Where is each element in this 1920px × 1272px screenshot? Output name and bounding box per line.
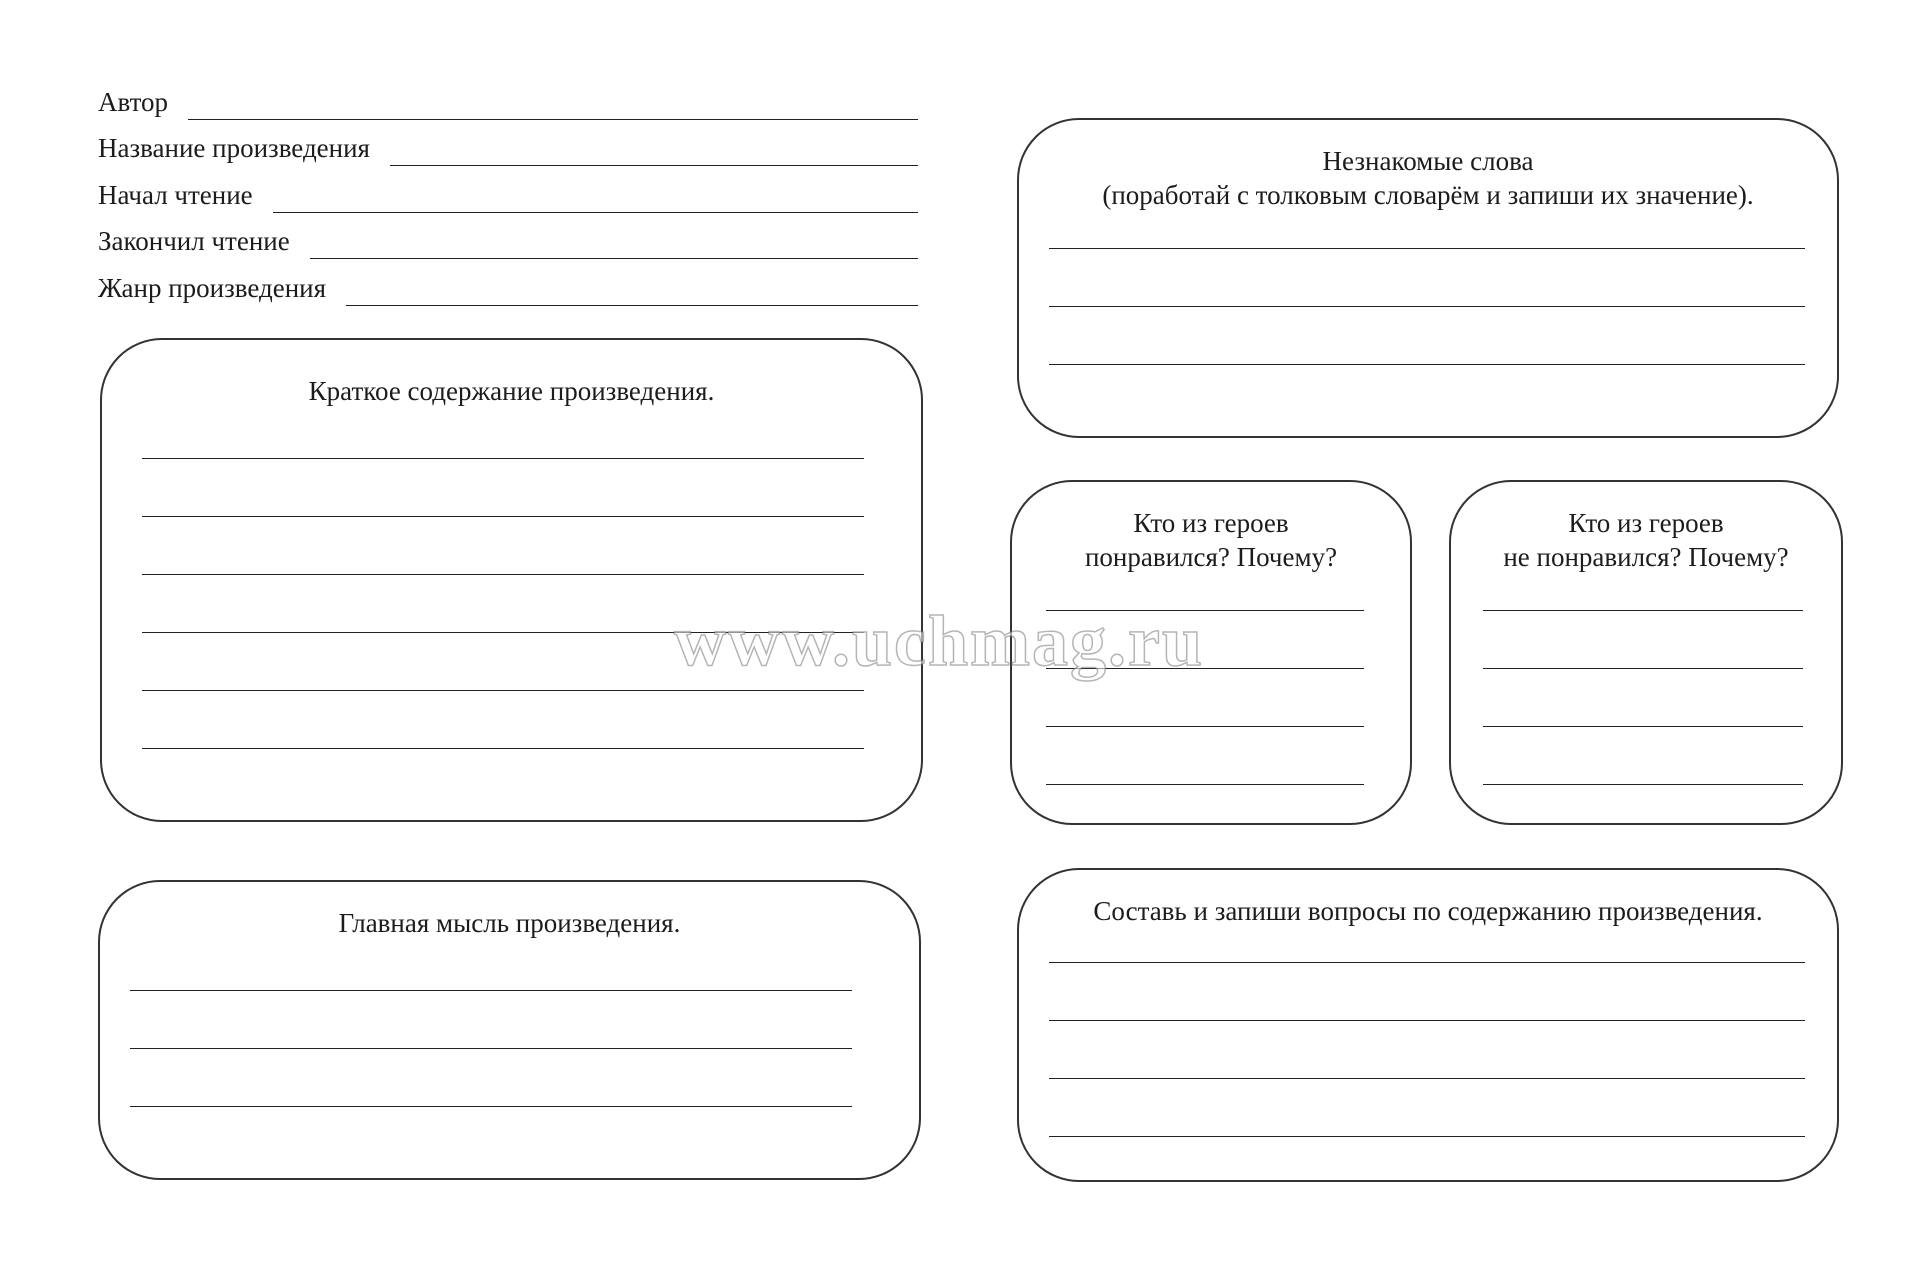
questions-line[interactable] <box>1049 1020 1805 1021</box>
genre-field[interactable] <box>98 268 918 308</box>
genre-line[interactable] <box>346 304 918 306</box>
questions-line[interactable] <box>1049 1078 1805 1079</box>
questions-line[interactable] <box>1049 1136 1805 1137</box>
unknown-words-line[interactable] <box>1049 306 1805 307</box>
finish-label: Закончил чтение <box>98 226 290 256</box>
liked-heroes-title-1: Кто из героев <box>1133 508 1289 538</box>
start-label: Начал чтение <box>98 180 253 210</box>
questions-line[interactable] <box>1049 962 1805 963</box>
author-field[interactable] <box>98 82 918 122</box>
main-idea-box <box>98 880 921 1180</box>
unknown-words-line[interactable] <box>1049 248 1805 249</box>
start-line[interactable] <box>273 211 918 213</box>
liked-heroes-line[interactable] <box>1046 726 1364 727</box>
disliked-heroes-box <box>1449 480 1843 825</box>
summary-line[interactable] <box>142 458 864 459</box>
liked-heroes-line[interactable] <box>1046 784 1364 785</box>
disliked-heroes-line[interactable] <box>1483 784 1803 785</box>
title-line[interactable] <box>390 164 918 166</box>
summary-line[interactable] <box>142 632 864 633</box>
disliked-heroes-line[interactable] <box>1483 668 1803 669</box>
unknown-words-line[interactable] <box>1049 364 1805 365</box>
author-line[interactable] <box>188 118 918 120</box>
liked-heroes-box <box>1010 480 1412 825</box>
questions-box <box>1017 868 1839 1182</box>
title-label: Название произведения <box>98 133 370 163</box>
summary-box <box>100 338 923 822</box>
liked-heroes-line[interactable] <box>1046 610 1364 611</box>
summary-line[interactable] <box>142 690 864 691</box>
summary-line[interactable] <box>142 574 864 575</box>
main-idea-line[interactable] <box>130 1048 852 1049</box>
disliked-heroes-title-1: Кто из героев <box>1568 508 1724 538</box>
disliked-heroes-title-2: не понравился? Почему? <box>1503 542 1789 572</box>
disliked-heroes-line[interactable] <box>1483 726 1803 727</box>
liked-heroes-line[interactable] <box>1046 668 1364 669</box>
unknown-words-title-2: (поработай с толковым словарём и запиши их значение). <box>1102 180 1754 210</box>
liked-heroes-title-2: понравился? Почему? <box>1084 542 1338 572</box>
unknown-words-box <box>1017 118 1839 438</box>
main-idea-line[interactable] <box>130 1106 852 1107</box>
title-field[interactable] <box>98 128 918 168</box>
main-idea-title: Главная мысль произведения. <box>338 908 681 938</box>
disliked-heroes-line[interactable] <box>1483 610 1803 611</box>
questions-title: Составь и запиши вопросы по содержанию произведения. <box>1093 896 1763 926</box>
summary-title: Краткое содержание произведения. <box>308 376 715 406</box>
summary-line[interactable] <box>142 516 864 517</box>
unknown-words-title-1: Незнакомые слова <box>1322 146 1534 176</box>
main-idea-line[interactable] <box>130 990 852 991</box>
finish-line[interactable] <box>310 257 918 259</box>
author-label: Автор <box>98 87 169 117</box>
summary-line[interactable] <box>142 748 864 749</box>
watermark: www.uchmag.ru <box>674 601 1205 681</box>
genre-label: Жанр произведения <box>98 273 327 303</box>
start-field[interactable] <box>98 175 918 215</box>
finish-field[interactable] <box>98 221 918 261</box>
